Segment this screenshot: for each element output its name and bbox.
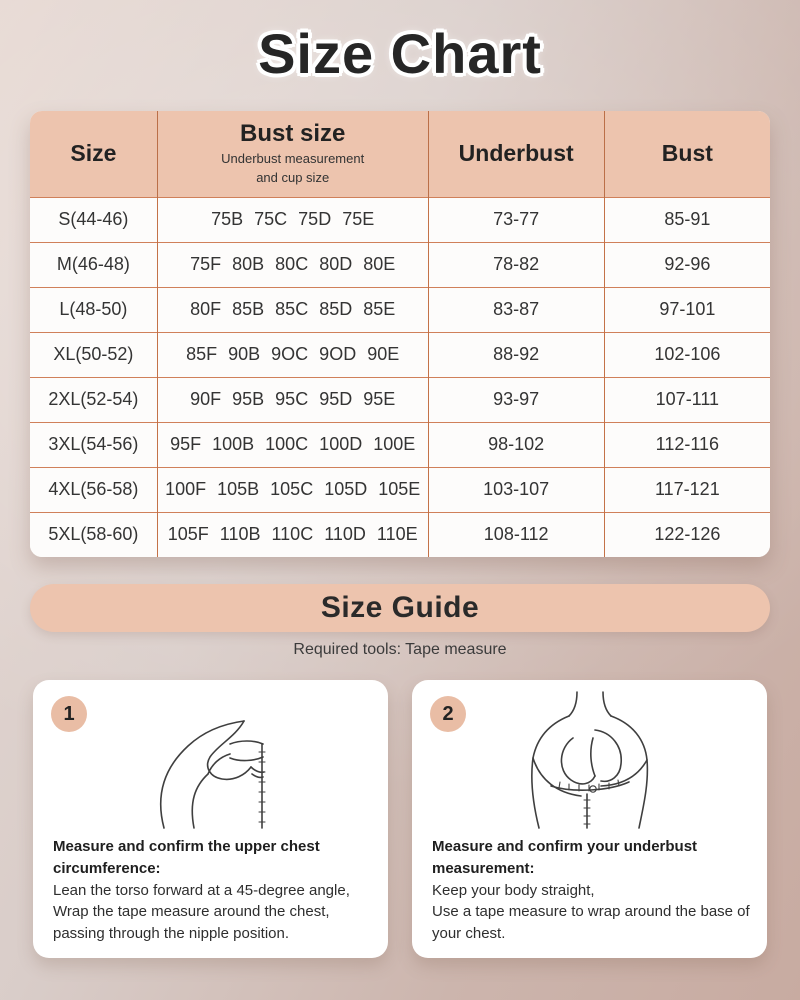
size-cell: M(46-48) [30, 242, 157, 287]
step-2-badge: 2 [430, 696, 466, 732]
col-header-bust-size [157, 111, 428, 197]
required-tools-text: Required tools: Tape measure [293, 641, 507, 659]
step-2-line: Use a tape measure to wrap around the base of your chest. [432, 903, 750, 943]
size-cell: 2XL(52-54) [30, 377, 157, 422]
cup-sizes-cell: 75B 75C 75D 75E [157, 197, 428, 242]
step-1-badge: 1 [51, 696, 87, 732]
bust-cell: 112-116 [604, 422, 770, 467]
size-cell: XL(50-52) [30, 332, 157, 377]
underbust-cell: 103-107 [428, 467, 604, 512]
col-header-underbust: Underbust [428, 111, 604, 197]
table-row [30, 377, 770, 422]
underbust-cell: 88-92 [428, 332, 604, 377]
underbust-cell: 98-102 [428, 422, 604, 467]
size-cell: L(48-50) [30, 287, 157, 332]
bust-cell: 97-101 [604, 287, 770, 332]
table-row [30, 287, 770, 332]
col-header-bust-size-title: Bust size [240, 120, 346, 148]
cup-sizes-cell: 85F 90B 9OC 9OD 90E [157, 332, 428, 377]
step-2-text [412, 830, 767, 945]
cup-sizes-cell: 90F 95B 95C 95D 95E [157, 377, 428, 422]
underbust-cell: 108-112 [428, 512, 604, 557]
size-cell: S(44-46) [30, 197, 157, 242]
col-header-bust-size-subtitle-line1: Underbust measurement [221, 150, 365, 166]
bust-cell: 85-91 [604, 197, 770, 242]
step-2-line: Keep your body straight, [432, 881, 595, 899]
table-header-row [30, 111, 770, 197]
table-row [30, 332, 770, 377]
underbust-cell: 93-97 [428, 377, 604, 422]
bust-cell: 122-126 [604, 512, 770, 557]
table-row [30, 422, 770, 467]
bust-cell: 92-96 [604, 242, 770, 287]
step-1-text [33, 830, 388, 945]
measurement-steps [33, 680, 767, 958]
size-guide-header [30, 584, 770, 632]
size-cell: 3XL(54-56) [30, 422, 157, 467]
size-cell: 5XL(58-60) [30, 512, 157, 557]
size-guide-title: Size Guide [320, 591, 480, 625]
underbust-cell: 73-77 [428, 197, 604, 242]
bust-cell: 107-111 [604, 377, 770, 422]
measure-step-card-1 [33, 680, 388, 958]
cup-sizes-cell: 80F 85B 85C 85D 85E [157, 287, 428, 332]
table-row [30, 197, 770, 242]
cup-sizes-cell: 95F 100B 100C 100D 100E [157, 422, 428, 467]
step-2-heading: Measure and confirm your underbust measurement: [432, 838, 698, 877]
underbust-cell: 78-82 [428, 242, 604, 287]
col-header-bust-size-subtitle-line2: and cup size [256, 170, 330, 186]
page-title: Size Chart [258, 22, 542, 85]
cup-sizes-cell: 105F 110B 110C 110D 110E [157, 512, 428, 557]
underbust-cell: 83-87 [428, 287, 604, 332]
bust-cell: 117-121 [604, 467, 770, 512]
col-header-size: Size [30, 111, 157, 197]
table-row [30, 467, 770, 512]
step-1-line: Wrap the tape measure around the chest, [53, 903, 330, 921]
cup-sizes-cell: 75F 80B 80C 80D 80E [157, 242, 428, 287]
bust-cell: 102-106 [604, 332, 770, 377]
size-table [30, 111, 770, 557]
table-row [30, 242, 770, 287]
table-row [30, 512, 770, 557]
step-1-heading: Measure and confirm the upper chest circumference: [53, 838, 320, 877]
step-1-line: Lean the torso forward at a 45-degree angle, [53, 881, 350, 899]
step-1-line: passing through the nipple position. [53, 925, 290, 943]
col-header-bust: Bust [604, 111, 770, 197]
size-cell: 4XL(56-58) [30, 467, 157, 512]
cup-sizes-cell: 100F 105B 105C 105D 105E [157, 467, 428, 512]
measure-step-card-2 [412, 680, 767, 958]
